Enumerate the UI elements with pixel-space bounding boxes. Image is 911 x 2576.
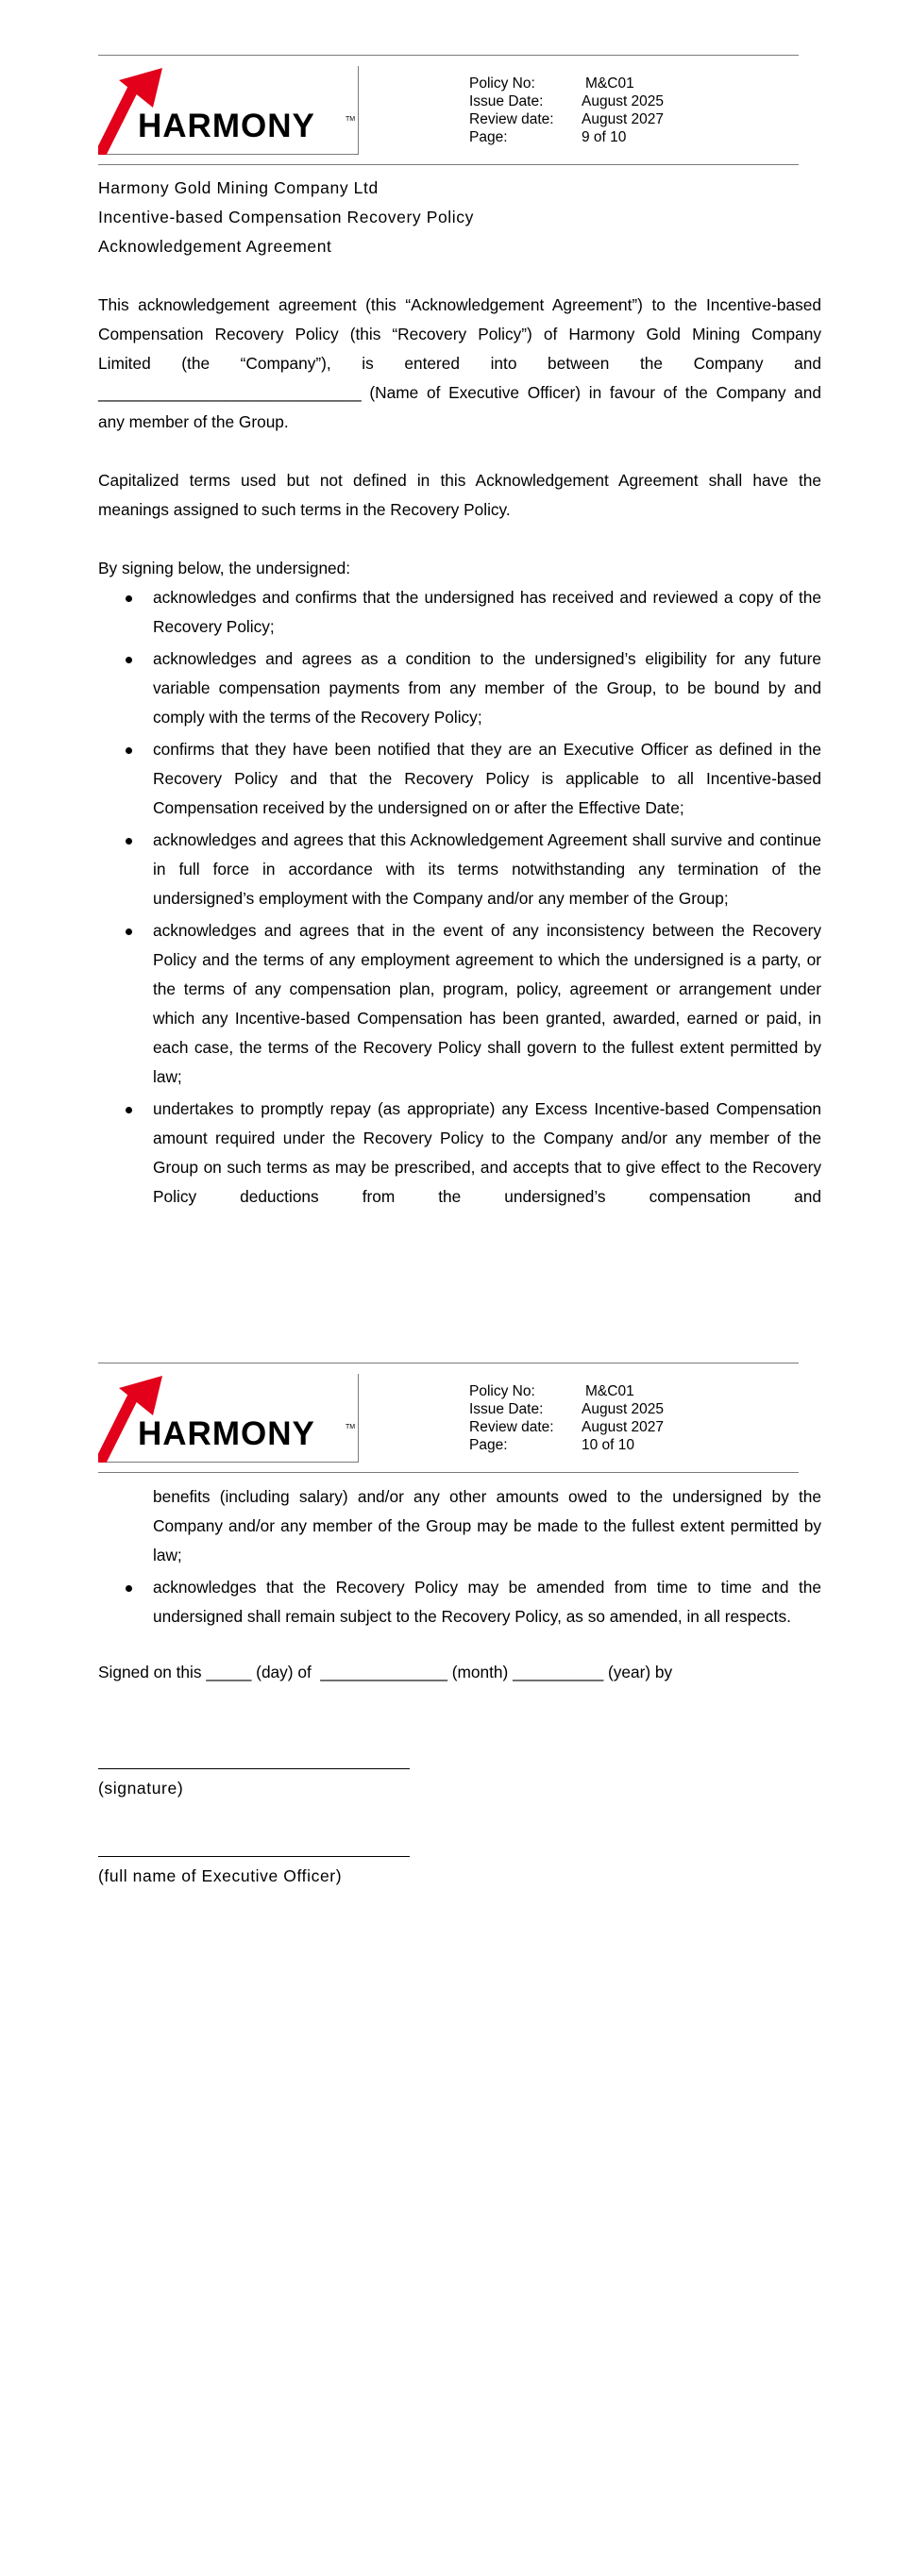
logo-wordmark: HARMONY xyxy=(138,108,315,144)
policy-info-page-10 xyxy=(469,1382,664,1454)
list-item xyxy=(98,644,821,732)
page-label: Page: xyxy=(469,1437,508,1453)
page-number-row xyxy=(469,128,664,146)
policy-no-value: M&C01 xyxy=(585,75,634,92)
bullet-icon xyxy=(126,1585,132,1592)
list-item xyxy=(98,826,821,913)
policy-name-title: Incentive-based Compensation Recovery Policy xyxy=(98,208,474,226)
intro-line-3: Limited (the “Company”), is entered into between the Company and xyxy=(98,354,821,373)
acknowledgement-list-continued xyxy=(98,1573,821,1631)
page-9-body xyxy=(98,291,821,1214)
bullet-continuation: benefits (including salary) and/or any other amounts owed to the undersigned by the Company and/or any member of the Group may be made to the fullest extent permitted by law; xyxy=(153,1487,821,1564)
header-bottom-rule xyxy=(98,1472,799,1473)
list-item xyxy=(98,1095,821,1212)
harmony-logo-icon xyxy=(98,66,359,155)
list-item xyxy=(98,583,821,642)
signature-label: (signature) xyxy=(98,1779,184,1798)
list-item-text: confirms that they have been notified that they are an Executive Officer as defined in the Recovery Policy and that the Recovery Policy is applicable to all Incentive-based Compensation received by the undersigned on or after the Effective Date; xyxy=(153,740,821,817)
bullet-icon xyxy=(126,1107,132,1113)
harmony-logo-icon xyxy=(98,1374,359,1463)
by-signing-paragraph: By signing below, the undersigned: xyxy=(98,559,351,577)
issue-date-value: August 2025 xyxy=(582,1401,665,1417)
list-item xyxy=(98,1573,821,1631)
review-date-value: August 2027 xyxy=(582,111,665,127)
bullet-icon xyxy=(126,747,132,754)
policy-no-label: Policy No: xyxy=(469,1383,535,1399)
header-top-rule xyxy=(98,55,799,56)
review-date-row xyxy=(469,1418,664,1436)
signature-line xyxy=(98,1768,410,1769)
logo-trademark: TM xyxy=(346,116,356,123)
logo-wordmark: HARMONY xyxy=(138,1415,315,1452)
policy-info-page-9 xyxy=(469,75,664,146)
signed-on-line: Signed on this _____ (day) of ______________ (month) __________ (year) by xyxy=(98,1663,673,1681)
acknowledgement-list xyxy=(98,583,821,1212)
list-item-text: undertakes to promptly repay (as appropriate) any Excess Incentive-based Compensation amount required under the Recovery Policy to the Company and/or any member of the Group on such terms as may be prescribed, and accepts that to give effect to the Recovery Policy deductions from the undersigned’s compensation and xyxy=(153,1099,821,1206)
review-date-label: Review date: xyxy=(469,1419,554,1435)
bullet-icon xyxy=(126,595,132,602)
intro-line-5: any member of the Group. xyxy=(98,412,289,431)
list-item xyxy=(98,916,821,1092)
issue-date-row xyxy=(469,92,664,110)
policy-no-label: Policy No: xyxy=(469,75,535,92)
review-date-row xyxy=(469,110,664,128)
intro-line-1: This acknowledgement agreement (this “Acknowledgement Agreement”) to the Incentive-based xyxy=(98,295,821,314)
policy-no-row xyxy=(469,1382,664,1400)
list-item-text: acknowledges that the Recovery Policy may be amended from time to time and the undersigned shall remain subject to the Recovery Policy, as so amended, in all respects. xyxy=(153,1578,821,1626)
issue-date-label: Issue Date: xyxy=(469,1401,544,1417)
review-date-value: August 2027 xyxy=(582,1419,665,1435)
company-logo xyxy=(98,66,359,155)
header-bottom-rule xyxy=(98,164,799,165)
list-item-text: acknowledges and agrees that in the event of any inconsistency between the Recovery Policy and the terms of any employment agreement to which the undersigned is a party, or the terms of any compensation plan, program, policy, agreement or arrangement under which any Incentive-based Compensation has been granted, awarded, earned or paid, in each case, the terms of the Recovery Policy shall govern to the fullest extent permitted by law; xyxy=(153,921,821,1086)
bullet-icon xyxy=(126,928,132,935)
list-item-text: acknowledges and agrees that this Acknowledgement Agreement shall survive and continue in full force in accordance with its terms notwithstanding any termination of the undersigned’s employment with the Company and/or any member of the Group; xyxy=(153,830,821,908)
logo-trademark: TM xyxy=(346,1424,356,1430)
company-name-title: Harmony Gold Mining Company Ltd xyxy=(98,178,379,197)
issue-date-row xyxy=(469,1400,664,1418)
full-name-label: (full name of Executive Officer) xyxy=(98,1866,343,1885)
company-logo xyxy=(98,1374,359,1463)
intro-line-4: _____________________________ (Name of Executive Officer) in favour of the Company and xyxy=(98,383,821,402)
page-label: Page: xyxy=(469,129,508,145)
page-number-row xyxy=(469,1436,664,1454)
bullet-icon xyxy=(126,838,132,845)
page-number-value: 9 of 10 xyxy=(582,129,627,145)
policy-no-row xyxy=(469,75,664,92)
list-item-text: acknowledges and agrees as a condition to the undersigned’s eligibility for any future variable compensation payments from any member of the Group, to be bound by and comply with the terms of the Recovery Policy; xyxy=(153,649,821,727)
page-10-body xyxy=(98,1482,821,1634)
list-item-text: acknowledges and confirms that the undersigned has received and reviewed a copy of the Recovery Policy; xyxy=(153,588,821,636)
intro-paragraph xyxy=(98,291,821,437)
document-title: Acknowledgement Agreement xyxy=(98,237,332,256)
issue-date-value: August 2025 xyxy=(582,93,665,109)
bullet-icon xyxy=(126,657,132,663)
capitalized-terms-paragraph: Capitalized terms used but not defined in this Acknowledgement Agreement shall have the meanings assigned to such terms in the Recovery Policy. xyxy=(98,471,821,519)
review-date-label: Review date: xyxy=(469,111,554,127)
intro-line-2: Compensation Recovery Policy (this “Recovery Policy”) of Harmony Gold Mining Company xyxy=(98,325,821,343)
full-name-line xyxy=(98,1856,410,1857)
list-item xyxy=(98,735,821,823)
issue-date-label: Issue Date: xyxy=(469,93,544,109)
policy-no-value: M&C01 xyxy=(585,1383,634,1399)
page-number-value: 10 of 10 xyxy=(582,1437,635,1453)
